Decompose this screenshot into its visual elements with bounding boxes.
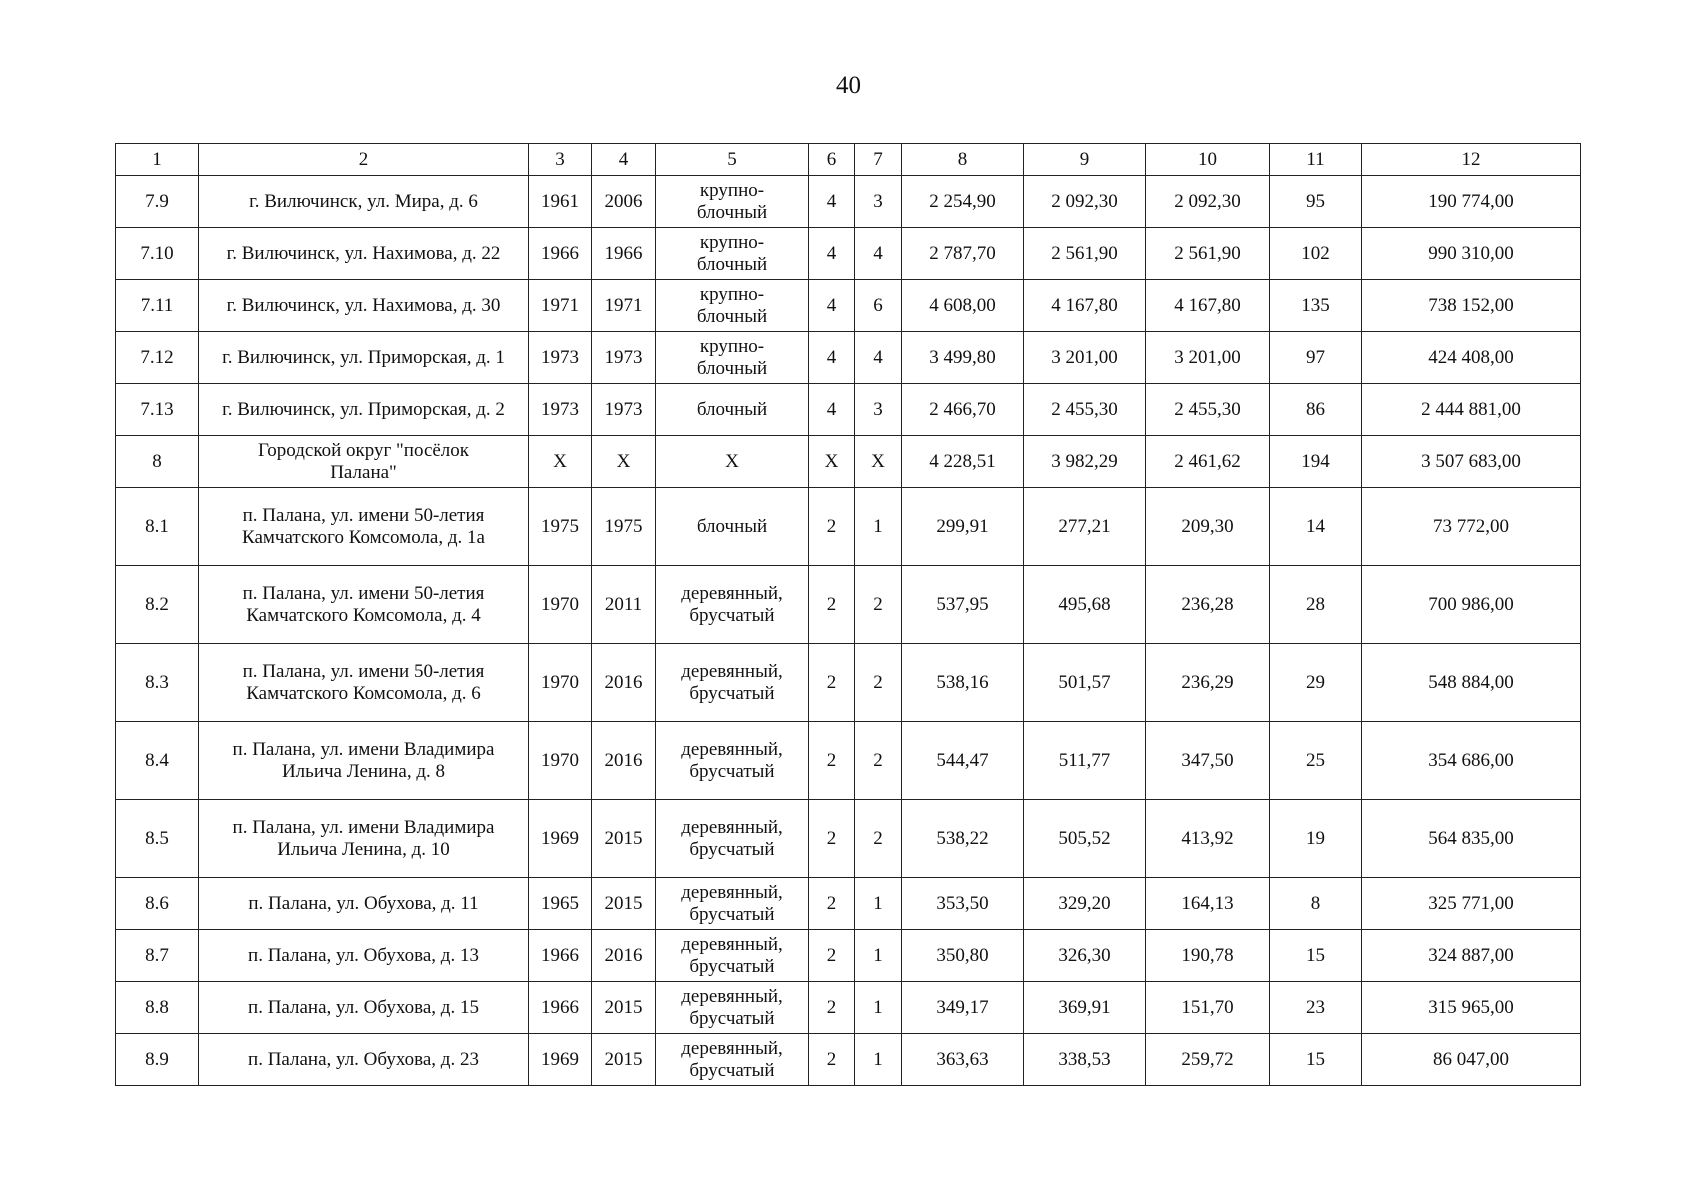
residential-area-cell: 4 167,80 — [1146, 280, 1270, 332]
residents-count-cell: 29 — [1270, 644, 1362, 722]
floors-cell: 2 — [809, 930, 855, 982]
area-cell: 511,77 — [1024, 722, 1146, 800]
floors-cell: 2 — [809, 488, 855, 566]
year-built-cell: 1961 — [529, 176, 592, 228]
floors-cell: 4 — [809, 228, 855, 280]
address-cell: п. Палана, ул. имени 50-летия Камчатского Комсомола, д. 4 — [199, 566, 529, 644]
residential-area-cell: 259,72 — [1146, 1034, 1270, 1086]
area-cell: 2 092,30 — [1024, 176, 1146, 228]
area-cell: 4 167,80 — [1024, 280, 1146, 332]
row-number-cell: 8.1 — [116, 488, 199, 566]
total-area-cell: 537,95 — [902, 566, 1024, 644]
address-cell: г. Вилючинск, ул. Мира, д. 6 — [199, 176, 529, 228]
cost-cell: 73 772,00 — [1362, 488, 1581, 566]
residents-count-cell: 86 — [1270, 384, 1362, 436]
page-number: 40 — [836, 72, 861, 99]
year-cell: 2016 — [592, 930, 656, 982]
entrances-cell: 2 — [855, 722, 902, 800]
year-built-cell: 1973 — [529, 384, 592, 436]
residential-area-cell: 3 201,00 — [1146, 332, 1270, 384]
entrances-cell: 1 — [855, 488, 902, 566]
year-built-cell: 1969 — [529, 1034, 592, 1086]
table-row — [116, 488, 1581, 566]
residents-count-cell: 95 — [1270, 176, 1362, 228]
wall-material-cell: деревянный, брусчатый — [656, 982, 809, 1034]
year-cell: 2015 — [592, 1034, 656, 1086]
area-cell: 329,20 — [1024, 878, 1146, 930]
cost-cell: 325 771,00 — [1362, 878, 1581, 930]
floors-cell: 2 — [809, 566, 855, 644]
residential-area-cell: 190,78 — [1146, 930, 1270, 982]
column-header: 5 — [656, 144, 809, 176]
year-cell: 1973 — [592, 332, 656, 384]
wall-material-cell: деревянный, брусчатый — [656, 566, 809, 644]
column-header: 2 — [199, 144, 529, 176]
cost-cell: 324 887,00 — [1362, 930, 1581, 982]
row-number-cell: 8.6 — [116, 878, 199, 930]
table-row — [116, 1034, 1581, 1086]
area-cell: 3 982,29 — [1024, 436, 1146, 488]
table-row — [116, 800, 1581, 878]
column-header: 12 — [1362, 144, 1581, 176]
table-body — [116, 176, 1581, 1086]
floors-cell: 4 — [809, 280, 855, 332]
year-built-cell: 1966 — [529, 982, 592, 1034]
floors-cell: 2 — [809, 722, 855, 800]
wall-material-cell: деревянный, брусчатый — [656, 930, 809, 982]
year-cell: 2015 — [592, 982, 656, 1034]
total-area-cell: 2 254,90 — [902, 176, 1024, 228]
column-header: 10 — [1146, 144, 1270, 176]
wall-material-cell: крупно- блочный — [656, 280, 809, 332]
wall-material-cell: Х — [656, 436, 809, 488]
housing-registry-table — [115, 143, 1581, 1086]
cost-cell: 190 774,00 — [1362, 176, 1581, 228]
total-area-cell: 2 466,70 — [902, 384, 1024, 436]
wall-material-cell: деревянный, брусчатый — [656, 1034, 809, 1086]
year-cell: 2016 — [592, 722, 656, 800]
entrances-cell: 1 — [855, 930, 902, 982]
table-row — [116, 436, 1581, 488]
row-number-cell: 7.11 — [116, 280, 199, 332]
address-cell: г. Вилючинск, ул. Приморская, д. 1 — [199, 332, 529, 384]
residential-area-cell: 151,70 — [1146, 982, 1270, 1034]
residential-area-cell: 236,28 — [1146, 566, 1270, 644]
table-row — [116, 228, 1581, 280]
residential-area-cell: 413,92 — [1146, 800, 1270, 878]
total-area-cell: 349,17 — [902, 982, 1024, 1034]
year-built-cell: 1966 — [529, 930, 592, 982]
entrances-cell: 6 — [855, 280, 902, 332]
address-cell: Городской округ "посёлок Палана" — [199, 436, 529, 488]
entrances-cell: Х — [855, 436, 902, 488]
wall-material-cell: блочный — [656, 488, 809, 566]
year-cell: 1966 — [592, 228, 656, 280]
column-header: 3 — [529, 144, 592, 176]
residential-area-cell: 2 461,62 — [1146, 436, 1270, 488]
area-cell: 326,30 — [1024, 930, 1146, 982]
total-area-cell: 4 228,51 — [902, 436, 1024, 488]
total-area-cell: 353,50 — [902, 878, 1024, 930]
table-row — [116, 878, 1581, 930]
residents-count-cell: 25 — [1270, 722, 1362, 800]
cost-cell: 315 965,00 — [1362, 982, 1581, 1034]
area-cell: 505,52 — [1024, 800, 1146, 878]
year-built-cell: Х — [529, 436, 592, 488]
floors-cell: 4 — [809, 384, 855, 436]
address-cell: г. Вилючинск, ул. Нахимова, д. 30 — [199, 280, 529, 332]
cost-cell: 86 047,00 — [1362, 1034, 1581, 1086]
row-number-cell: 8.8 — [116, 982, 199, 1034]
total-area-cell: 544,47 — [902, 722, 1024, 800]
year-built-cell: 1970 — [529, 722, 592, 800]
total-area-cell: 350,80 — [902, 930, 1024, 982]
table-row — [116, 332, 1581, 384]
year-cell: 2011 — [592, 566, 656, 644]
floors-cell: 2 — [809, 1034, 855, 1086]
area-cell: 501,57 — [1024, 644, 1146, 722]
year-cell: 2015 — [592, 878, 656, 930]
floors-cell: 2 — [809, 878, 855, 930]
residents-count-cell: 19 — [1270, 800, 1362, 878]
cost-cell: 3 507 683,00 — [1362, 436, 1581, 488]
cost-cell: 564 835,00 — [1362, 800, 1581, 878]
address-cell: п. Палана, ул. имени 50-летия Камчатского Комсомола, д. 1а — [199, 488, 529, 566]
year-cell: 1975 — [592, 488, 656, 566]
residents-count-cell: 194 — [1270, 436, 1362, 488]
residents-count-cell: 102 — [1270, 228, 1362, 280]
total-area-cell: 2 787,70 — [902, 228, 1024, 280]
cost-cell: 354 686,00 — [1362, 722, 1581, 800]
year-cell: 2015 — [592, 800, 656, 878]
area-cell: 2 455,30 — [1024, 384, 1146, 436]
cost-cell: 738 152,00 — [1362, 280, 1581, 332]
residential-area-cell: 164,13 — [1146, 878, 1270, 930]
area-cell: 495,68 — [1024, 566, 1146, 644]
entrances-cell: 4 — [855, 228, 902, 280]
entrances-cell: 2 — [855, 800, 902, 878]
column-header: 1 — [116, 144, 199, 176]
total-area-cell: 3 499,80 — [902, 332, 1024, 384]
residential-area-cell: 347,50 — [1146, 722, 1270, 800]
area-cell: 2 561,90 — [1024, 228, 1146, 280]
entrances-cell: 3 — [855, 176, 902, 228]
entrances-cell: 4 — [855, 332, 902, 384]
table-row — [116, 722, 1581, 800]
cost-cell: 548 884,00 — [1362, 644, 1581, 722]
residential-area-cell: 2 455,30 — [1146, 384, 1270, 436]
entrances-cell: 1 — [855, 1034, 902, 1086]
address-cell: п. Палана, ул. Обухова, д. 13 — [199, 930, 529, 982]
residents-count-cell: 135 — [1270, 280, 1362, 332]
row-number-cell: 7.12 — [116, 332, 199, 384]
total-area-cell: 299,91 — [902, 488, 1024, 566]
column-header: 9 — [1024, 144, 1146, 176]
cost-cell: 990 310,00 — [1362, 228, 1581, 280]
residential-area-cell: 236,29 — [1146, 644, 1270, 722]
floors-cell: 4 — [809, 176, 855, 228]
address-cell: п. Палана, ул. имени Владимира Ильича Ленина, д. 8 — [199, 722, 529, 800]
floors-cell: 2 — [809, 800, 855, 878]
table-row — [116, 930, 1581, 982]
row-number-cell: 7.10 — [116, 228, 199, 280]
residents-count-cell: 15 — [1270, 1034, 1362, 1086]
year-built-cell: 1965 — [529, 878, 592, 930]
floors-cell: 2 — [809, 982, 855, 1034]
residents-count-cell: 14 — [1270, 488, 1362, 566]
total-area-cell: 538,22 — [902, 800, 1024, 878]
entrances-cell: 1 — [855, 982, 902, 1034]
area-cell: 338,53 — [1024, 1034, 1146, 1086]
address-cell: г. Вилючинск, ул. Приморская, д. 2 — [199, 384, 529, 436]
year-built-cell: 1969 — [529, 800, 592, 878]
row-number-cell: 8.9 — [116, 1034, 199, 1086]
entrances-cell: 2 — [855, 644, 902, 722]
total-area-cell: 538,16 — [902, 644, 1024, 722]
column-header: 4 — [592, 144, 656, 176]
column-header: 6 — [809, 144, 855, 176]
row-number-cell: 8.3 — [116, 644, 199, 722]
area-cell: 3 201,00 — [1024, 332, 1146, 384]
floors-cell: 2 — [809, 644, 855, 722]
table-row — [116, 644, 1581, 722]
residential-area-cell: 209,30 — [1146, 488, 1270, 566]
year-built-cell: 1971 — [529, 280, 592, 332]
row-number-cell: 7.9 — [116, 176, 199, 228]
year-cell: 1973 — [592, 384, 656, 436]
wall-material-cell: деревянный, брусчатый — [656, 722, 809, 800]
area-cell: 369,91 — [1024, 982, 1146, 1034]
table-row — [116, 566, 1581, 644]
address-cell: п. Палана, ул. Обухова, д. 11 — [199, 878, 529, 930]
total-area-cell: 363,63 — [902, 1034, 1024, 1086]
table-row — [116, 982, 1581, 1034]
row-number-cell: 8.2 — [116, 566, 199, 644]
cost-cell: 700 986,00 — [1362, 566, 1581, 644]
residential-area-cell: 2 561,90 — [1146, 228, 1270, 280]
wall-material-cell: деревянный, брусчатый — [656, 644, 809, 722]
floors-cell: Х — [809, 436, 855, 488]
column-number-row — [116, 144, 1581, 176]
year-cell: 2016 — [592, 644, 656, 722]
wall-material-cell: деревянный, брусчатый — [656, 878, 809, 930]
row-number-cell: 8 — [116, 436, 199, 488]
address-cell: п. Палана, ул. Обухова, д. 15 — [199, 982, 529, 1034]
row-number-cell: 7.13 — [116, 384, 199, 436]
table-row — [116, 384, 1581, 436]
wall-material-cell: блочный — [656, 384, 809, 436]
row-number-cell: 8.4 — [116, 722, 199, 800]
cost-cell: 2 444 881,00 — [1362, 384, 1581, 436]
wall-material-cell: крупно- блочный — [656, 228, 809, 280]
wall-material-cell: крупно- блочный — [656, 176, 809, 228]
total-area-cell: 4 608,00 — [902, 280, 1024, 332]
entrances-cell: 2 — [855, 566, 902, 644]
cost-cell: 424 408,00 — [1362, 332, 1581, 384]
year-cell: 2006 — [592, 176, 656, 228]
residential-area-cell: 2 092,30 — [1146, 176, 1270, 228]
year-built-cell: 1975 — [529, 488, 592, 566]
row-number-cell: 8.7 — [116, 930, 199, 982]
table-row — [116, 176, 1581, 228]
residents-count-cell: 97 — [1270, 332, 1362, 384]
address-cell: п. Палана, ул. имени Владимира Ильича Ленина, д. 10 — [199, 800, 529, 878]
address-cell: п. Палана, ул. имени 50-летия Камчатского Комсомола, д. 6 — [199, 644, 529, 722]
year-built-cell: 1966 — [529, 228, 592, 280]
residents-count-cell: 28 — [1270, 566, 1362, 644]
area-cell: 277,21 — [1024, 488, 1146, 566]
wall-material-cell: крупно- блочный — [656, 332, 809, 384]
entrances-cell: 3 — [855, 384, 902, 436]
year-built-cell: 1970 — [529, 644, 592, 722]
entrances-cell: 1 — [855, 878, 902, 930]
residents-count-cell: 8 — [1270, 878, 1362, 930]
table-row — [116, 280, 1581, 332]
column-header: 11 — [1270, 144, 1362, 176]
floors-cell: 4 — [809, 332, 855, 384]
row-number-cell: 8.5 — [116, 800, 199, 878]
address-cell: п. Палана, ул. Обухова, д. 23 — [199, 1034, 529, 1086]
year-built-cell: 1973 — [529, 332, 592, 384]
column-header: 7 — [855, 144, 902, 176]
year-built-cell: 1970 — [529, 566, 592, 644]
year-cell: 1971 — [592, 280, 656, 332]
residents-count-cell: 23 — [1270, 982, 1362, 1034]
residents-count-cell: 15 — [1270, 930, 1362, 982]
column-header: 8 — [902, 144, 1024, 176]
wall-material-cell: деревянный, брусчатый — [656, 800, 809, 878]
address-cell: г. Вилючинск, ул. Нахимова, д. 22 — [199, 228, 529, 280]
year-cell: Х — [592, 436, 656, 488]
